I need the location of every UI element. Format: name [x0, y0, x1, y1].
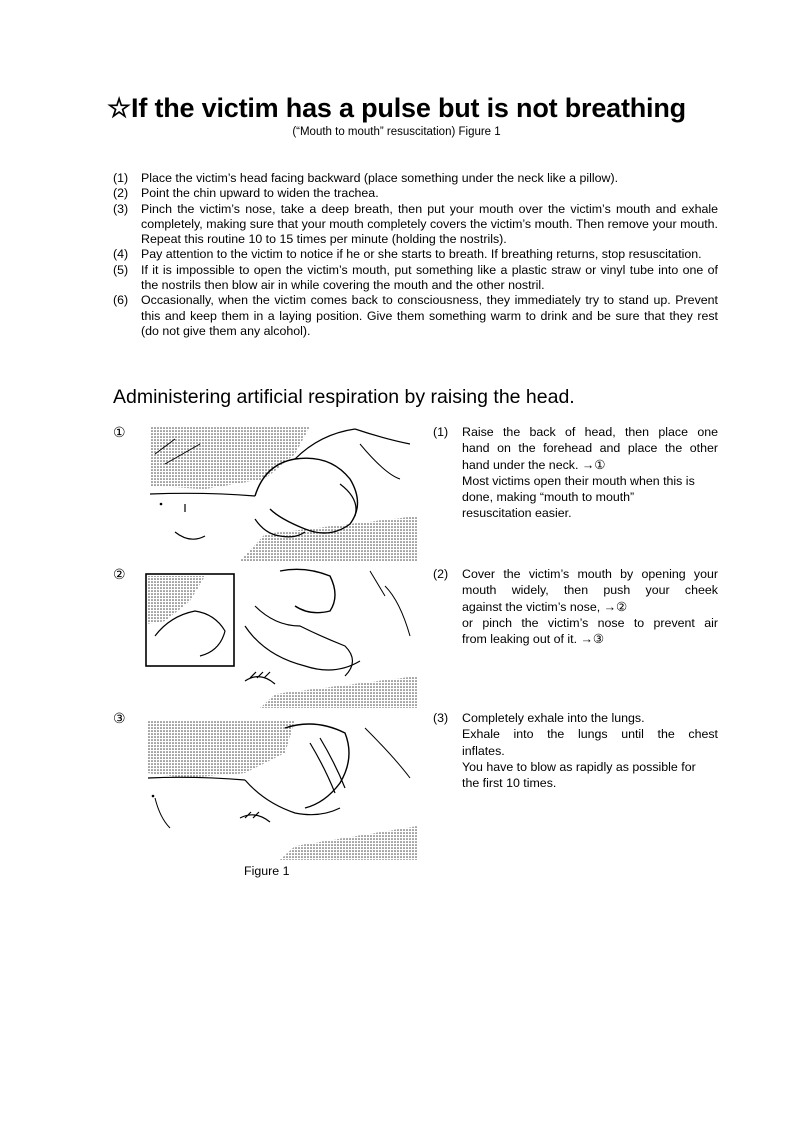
step-number: (6): [113, 293, 129, 308]
figure-caption: Figure 1: [244, 864, 290, 878]
note-line: Exhale into the lungs until the chest: [462, 727, 718, 742]
note-number: (1): [433, 425, 449, 439]
page-subtitle: (“Mouth to mouth” resuscitation) Figure 1: [292, 126, 501, 138]
figure-2-label: ②: [113, 566, 126, 582]
note-number: (3): [433, 711, 449, 725]
note-line: Completely exhale into the lungs.: [462, 711, 645, 725]
note-line: inflates.: [462, 743, 505, 758]
step-item: [113, 171, 718, 186]
note-line: mouth widely, then push your cheek: [462, 583, 718, 598]
figure-3-note: [433, 710, 718, 791]
step-number: (5): [113, 262, 129, 277]
step-text: Place the victim’s head facing backward (place something under the neck like a pillow).: [141, 171, 619, 185]
note-line: Most victims open their mouth when this is: [462, 473, 695, 488]
step-text: Pay attention to the victim to notice if he or she starts to breath. If breathing returns, stop resuscitation.: [141, 247, 702, 262]
section-heading: Administering artificial respiration by raising the head.: [113, 386, 575, 408]
figure-1-illustration: [145, 424, 418, 561]
note-line: done, making “mouth to mouth”: [462, 490, 635, 505]
step-number: (3): [113, 201, 129, 216]
step-text: If it is impossible to open the victim’s mouth, put something like a plastic straw or vinyl tube into one of the nostrils then blow air in while covering the mouth and the other nostril.: [141, 262, 718, 293]
page-title: ☆If the victim has a pulse but is not breathing: [107, 93, 686, 123]
note-line: or pinch the victim’s nose to prevent air: [462, 615, 718, 630]
steps-list: [113, 171, 718, 339]
note-line: Raise the back of head, then place one: [462, 425, 718, 439]
figure-2-illustration: [145, 566, 418, 708]
note-line: from leaking out of it. →③: [462, 632, 604, 647]
step-number: (1): [113, 171, 129, 185]
note-line: resuscitation easier.: [462, 506, 572, 521]
note-line: You have to blow as rapidly as possible for: [462, 759, 696, 774]
note-line: hand on the forehead and place the other: [462, 441, 718, 456]
figure-2-note: [433, 566, 718, 647]
note-line: against the victim’s nose, →②: [462, 599, 628, 614]
step-item: [113, 186, 718, 201]
step-number: (2): [113, 186, 129, 201]
figure-1-note: [433, 424, 718, 522]
note-line: hand under the neck. →①: [462, 457, 606, 472]
figure-3-label: ③: [113, 710, 126, 726]
step-text: Pinch the victim’s nose, take a deep breath, then put your mouth over the victim’s mouth and exhale completely, making sure that your mouth completely covers the victim’s mouth. Then remove your mouth. Repeat this routine 10 to 15 times per minute (holding the nostrils).: [141, 201, 718, 247]
figure-3-illustration: [145, 718, 418, 860]
note-line: the first 10 times.: [462, 776, 557, 791]
note-number: (2): [433, 567, 449, 581]
figure-1-label: ①: [113, 424, 126, 440]
step-text: Point the chin upward to widen the trachea.: [141, 186, 379, 201]
step-text: Occasionally, when the victim comes back to consciousness, they immediately try to stand up. Prevent this and keep them in a laying position. Give them something warm to drink and be sure that they rest (do not give them any alcohol).: [141, 293, 718, 338]
step-number: (4): [113, 247, 129, 262]
step-item: [113, 247, 718, 262]
step-item: [113, 202, 718, 248]
step-item: [113, 293, 718, 339]
note-line: Cover the victim’s mouth by opening your: [462, 567, 718, 581]
step-item: [113, 263, 718, 294]
